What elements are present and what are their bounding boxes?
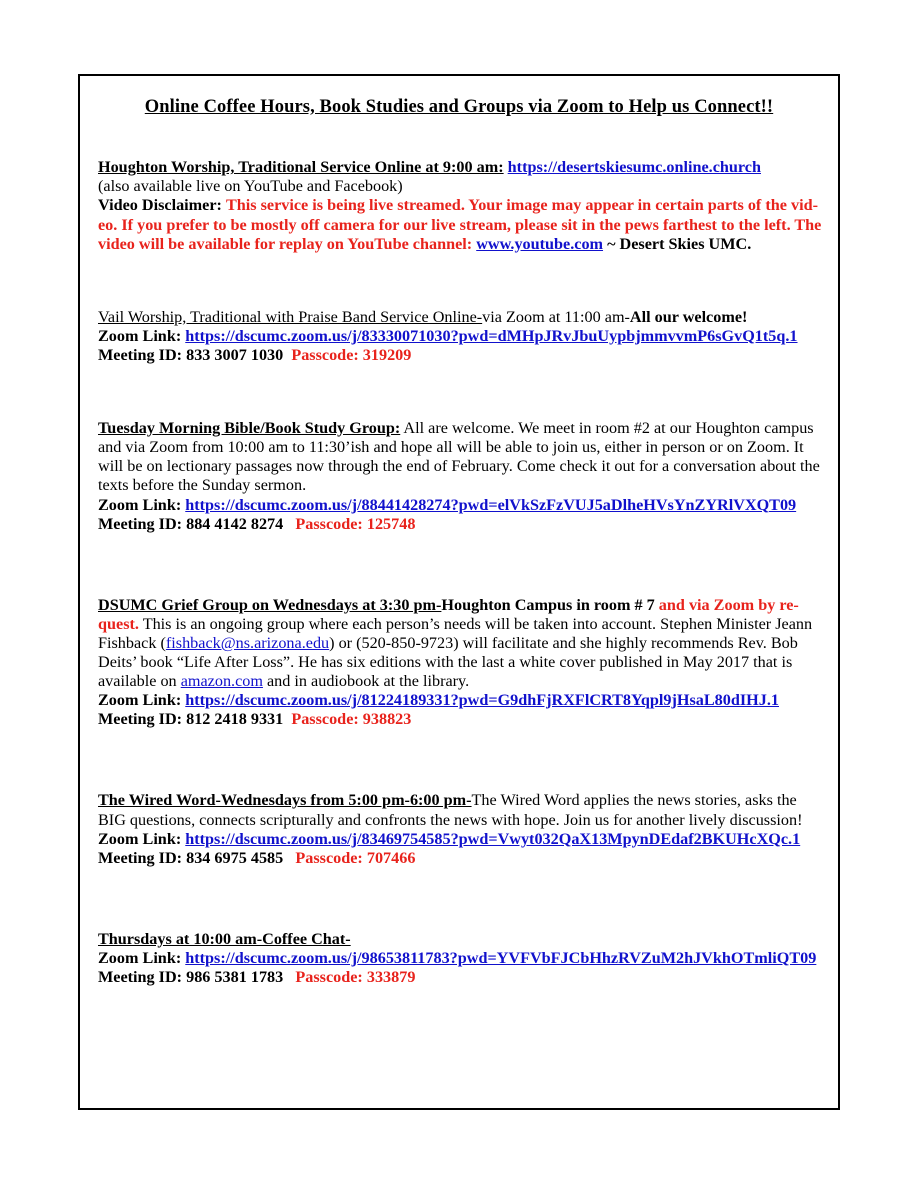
page-title: Online Coffee Hours, Book Studies and Groups via Zoom to Help us Connect!! — [144, 97, 774, 117]
document-border-box — [78, 74, 840, 1110]
wired-meeting-id: Meeting ID: 834 6975 4585 — [98, 848, 284, 867]
vail-passcode: Passcode: 319209 — [291, 345, 412, 364]
vail-zoom-link-line — [98, 327, 826, 346]
coffee-zoom-link[interactable]: https://dscumc.zoom.us/j/98653811783?pwd=YVFVbFJCbHhzRVZuM2hJVkhOTmliQT09 — [185, 949, 817, 968]
houghton-heading-line — [98, 158, 826, 177]
video-disclaimer-line — [98, 196, 826, 253]
spacer — [90, 729, 828, 791]
video-disclaimer-tail: ~ Desert Skies UMC. — [603, 234, 752, 253]
vail-heading-underlined: Vail Worship, Traditional with Praise Band Service Online- — [98, 307, 483, 326]
section-tuesday-bible-study — [90, 419, 828, 534]
grief-body-2: ) or (520-850-9723) will facilitate and she highly recommends Rev. Bob Deits’ book “Life After Loss”. He has six editions with the last a white cover published in May 2017 that is available on — [98, 633, 798, 691]
coffee-zoom-link-line — [98, 949, 826, 968]
tuesday-body-paragraph — [98, 419, 826, 495]
section-wired-word — [90, 791, 828, 867]
amazon-link[interactable]: amazon.com — [180, 672, 263, 691]
grief-body-3: and in audiobook at the library. — [262, 672, 470, 691]
grief-zoom-link-line — [98, 691, 826, 710]
grief-zoom-link[interactable]: https://dscumc.zoom.us/j/81224189331?pwd=G9dhFjRXFlCRT8Yqpl9jHsaL80dIHJ.1 — [185, 691, 779, 710]
tuesday-zoom-link[interactable]: https://dscumc.zoom.us/j/88441428274?pwd=elVkSzFzVUJ5aDlheHVsYnZYRlVXQT09 — [185, 495, 797, 514]
houghton-subtext: (also available live on YouTube and Facebook) — [98, 177, 403, 196]
vail-heading-line — [98, 308, 826, 327]
section-vail-worship — [90, 308, 828, 365]
spacer — [90, 534, 828, 596]
zoom-link-label: Zoom Link: — [98, 949, 182, 968]
spacer — [90, 868, 828, 930]
vail-meeting-line — [98, 346, 826, 365]
spacer — [90, 365, 828, 419]
grief-heading-red: and via Zoom by re-quest. — [98, 595, 799, 633]
grief-body-1: This is an ongoing group where each person’s needs will be taken into account. Stephen Minister Jeann Fishback ( — [98, 614, 813, 652]
coffee-heading: Thursdays at 10:00 am-Coffee Chat- — [98, 929, 351, 948]
grief-heading-tail: Houghton Campus in room # 7 — [441, 595, 659, 614]
wired-zoom-link-line — [98, 830, 826, 849]
tuesday-body: All are welcome. We meet in room #2 at our Houghton campus and via Zoom from 10:00 am to 11:30’ish and hope all will be able to join us, either in person or on Zoom. It will be on lectionary passages now through the end of February. Come check it out for a conversation about the texts before the Sunday sermon. — [98, 419, 820, 495]
coffee-meeting-id: Meeting ID: 986 5381 1783 — [98, 968, 284, 987]
wired-meeting-line — [98, 849, 826, 868]
spacer — [90, 118, 828, 158]
houghton-worship-link[interactable]: https://desertskiesumc.online.church — [507, 158, 761, 177]
zoom-link-label: Zoom Link: — [98, 829, 182, 848]
spacer — [90, 254, 828, 308]
wired-body: The Wired Word applies the news stories, asks the BIG questions, connects scripturally and confronts the news with hope. Join us for another lively discussion! — [98, 791, 803, 829]
tuesday-zoom-link-line — [98, 496, 826, 515]
wired-zoom-link[interactable]: https://dscumc.zoom.us/j/83469754585?pwd=Vwyt032QaX13MpynDEdaf2BKUHcXQc.1 — [185, 829, 801, 848]
section-coffee-chat — [90, 930, 828, 987]
tuesday-meeting-line — [98, 515, 826, 534]
houghton-heading: Houghton Worship, Traditional Service Online at 9:00 am: — [98, 158, 504, 177]
tuesday-heading: Tuesday Morning Bible/Book Study Group: — [98, 419, 401, 438]
grief-email-link[interactable]: fishback@ns.arizona.edu — [165, 633, 330, 652]
zoom-link-label: Zoom Link: — [98, 495, 182, 514]
wired-body-paragraph — [98, 791, 826, 829]
vail-zoom-link[interactable]: https://dscumc.zoom.us/j/83330071030?pwd=dMHpJRvJbuUypbjmmvvmP6sGvQ1t5q.1 — [185, 326, 798, 345]
section-houghton-worship — [90, 158, 828, 254]
section-grief-group — [90, 596, 828, 730]
vail-heading-bold-tail: All our welcome! — [629, 307, 748, 326]
wired-passcode: Passcode: 707466 — [295, 848, 416, 867]
vail-meeting-id: Meeting ID: 833 3007 1030 — [98, 345, 284, 364]
coffee-heading-line — [98, 930, 826, 949]
wired-heading: The Wired Word-Wednesdays from 5:00 pm-6:00 pm- — [98, 791, 472, 810]
grief-meeting-id: Meeting ID: 812 2418 9331 — [98, 710, 284, 729]
zoom-link-label: Zoom Link: — [98, 326, 182, 345]
grief-heading: DSUMC Grief Group on Wednesdays at 3:30 pm- — [98, 595, 442, 614]
grief-body-paragraph — [98, 596, 826, 692]
tuesday-passcode: Passcode: 125748 — [295, 514, 416, 533]
grief-passcode: Passcode: 938823 — [291, 710, 412, 729]
youtube-link[interactable]: www.youtube.com — [476, 234, 604, 253]
coffee-passcode: Passcode: 333879 — [295, 968, 416, 987]
coffee-meeting-line — [98, 968, 826, 987]
video-disclaimer-label: Video Disclaimer: — [98, 196, 222, 215]
video-disclaimer-text: This service is being live streamed. Your image may appear in certain parts of the vid-eo. If you prefer to be mostly off camera for our live stream, please sit in the pews farthest to the left. The video will be available for replay on YouTube channel: — [98, 196, 822, 253]
grief-meeting-line — [98, 710, 826, 729]
tuesday-meeting-id: Meeting ID: 884 4142 8274 — [98, 514, 284, 533]
vail-heading-rest: via Zoom at 11:00 am- — [482, 307, 630, 326]
zoom-link-label: Zoom Link: — [98, 691, 182, 710]
